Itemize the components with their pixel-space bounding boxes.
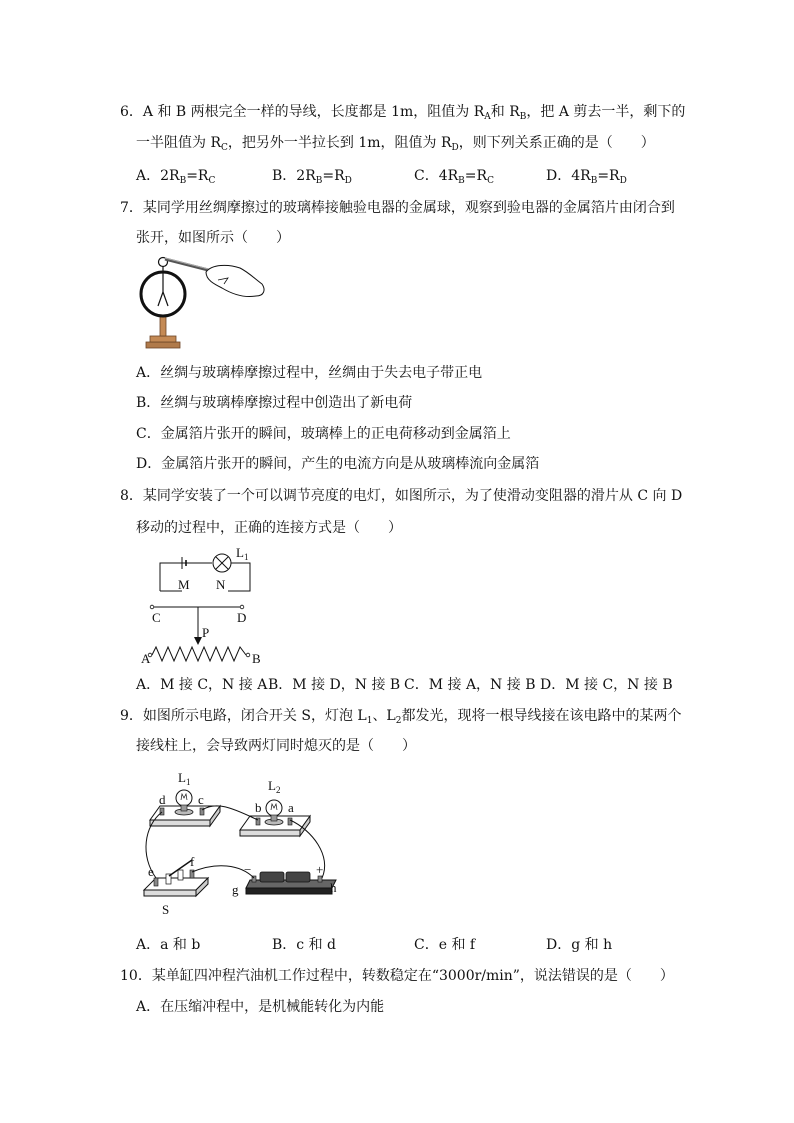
q10-option-a[interactable]: A．在压缩冲程中，是机械能转化为内能 [136,999,385,1015]
q8-option-b[interactable]: B．M 接 D，N 接 B [268,677,401,693]
q7-line2: 张开，如图所示（ ） [136,230,290,246]
two-bulb-circuit-figure [136,766,346,924]
q9-option-a[interactable]: A．a 和 b [136,937,201,953]
label-n: N [216,577,226,592]
rheostat-circuit-figure [138,543,268,669]
q6-option-b[interactable]: B．$2R_B=R_D$ [272,168,352,186]
q8-line2: 移动的过程中，正确的连接方式是（ ） [136,520,402,536]
q8-line1: 8．某同学安装了一个可以调节亮度的电灯，如图所示，为了使滑动变阻器的滑片从 C 向 D [120,488,683,504]
q6-line1: 6．A 和 B 两根完全一样的导线，长度都是 1m，阻值为 $R_A$和 $R_B$，把 A 剪去一半，剩下的 [120,104,686,122]
q9-option-b[interactable]: B．c 和 d [272,937,336,953]
label-plus: + [316,862,324,877]
label-c: c [198,792,204,807]
electroscope-figure [136,250,276,356]
label-e: e [148,864,154,879]
label-m: M [178,577,190,592]
q9-option-c[interactable]: C．e 和 f [414,937,476,953]
label-minus: − [244,862,252,877]
label-c: C [152,610,161,625]
label-l1: $L_1$ [178,770,191,787]
q6-line2: 一半阻值为 $R_C$，把另外一半拉长到 1m，阻值为 $R_D$，则下列关系正确的是（ ） [136,135,655,153]
q7-option-a[interactable]: A．丝绸与玻璃棒摩擦过程中，丝绸由于失去电子带正电 [136,365,483,381]
q9-option-d[interactable]: D．g 和 h [546,937,613,953]
q8-option-a[interactable]: A．M 接 C，N 接 A [136,677,268,693]
q7-line1: 7．某同学用丝绸摩擦过的玻璃棒接触验电器的金属球，观察到验电器的金属箔片由闭合到 [120,200,675,216]
label-l1: $L_1$ [236,545,249,562]
q6-option-a[interactable]: A．$2R_B=R_C$ [136,168,216,186]
q7-option-d[interactable]: D．金属箔片张开的瞬间，产生的电流方向是从玻璃棒流向金属箔 [136,456,540,472]
label-b: b [255,800,262,815]
label-h: h [330,880,337,895]
q8-option-d[interactable]: D．M 接 C，N 接 B [540,677,673,693]
q7-option-b[interactable]: B．丝绸与玻璃棒摩擦过程中创造出了新电荷 [136,395,413,411]
label-a: A [141,651,151,666]
q7-option-c[interactable]: C．金属箔片张开的瞬间，玻璃棒上的正电荷移动到金属箔上 [136,426,511,442]
label-b: B [252,651,261,666]
q8-option-c[interactable]: C．M 接 A，N 接 B [404,677,536,693]
label-l2: $L_2$ [268,778,281,795]
label-a: a [288,800,294,815]
label-p: P [202,625,210,640]
q6-option-c[interactable]: C．$4R_B=R_C$ [414,168,494,186]
q10-line1: 10．某单缸四冲程汽油机工作过程中，转数稳定在“3000r/min”，说法错误的是（ ） [120,968,674,984]
label-d: D [237,610,247,625]
q9-line1: 9．如图所示电路，闭合开关 S，灯泡 $L_1$、$L_2$都发光，现将一根导线接在该电路中的某两个 [120,708,682,726]
q6-option-d[interactable]: D．$4R_B=R_D$ [546,168,627,186]
label-f: f [190,854,195,869]
label-g: g [232,882,239,897]
label-d: d [159,792,166,807]
label-s: S [162,902,170,917]
q9-line2: 接线柱上，会导致两灯同时熄灭的是（ ） [136,738,416,754]
